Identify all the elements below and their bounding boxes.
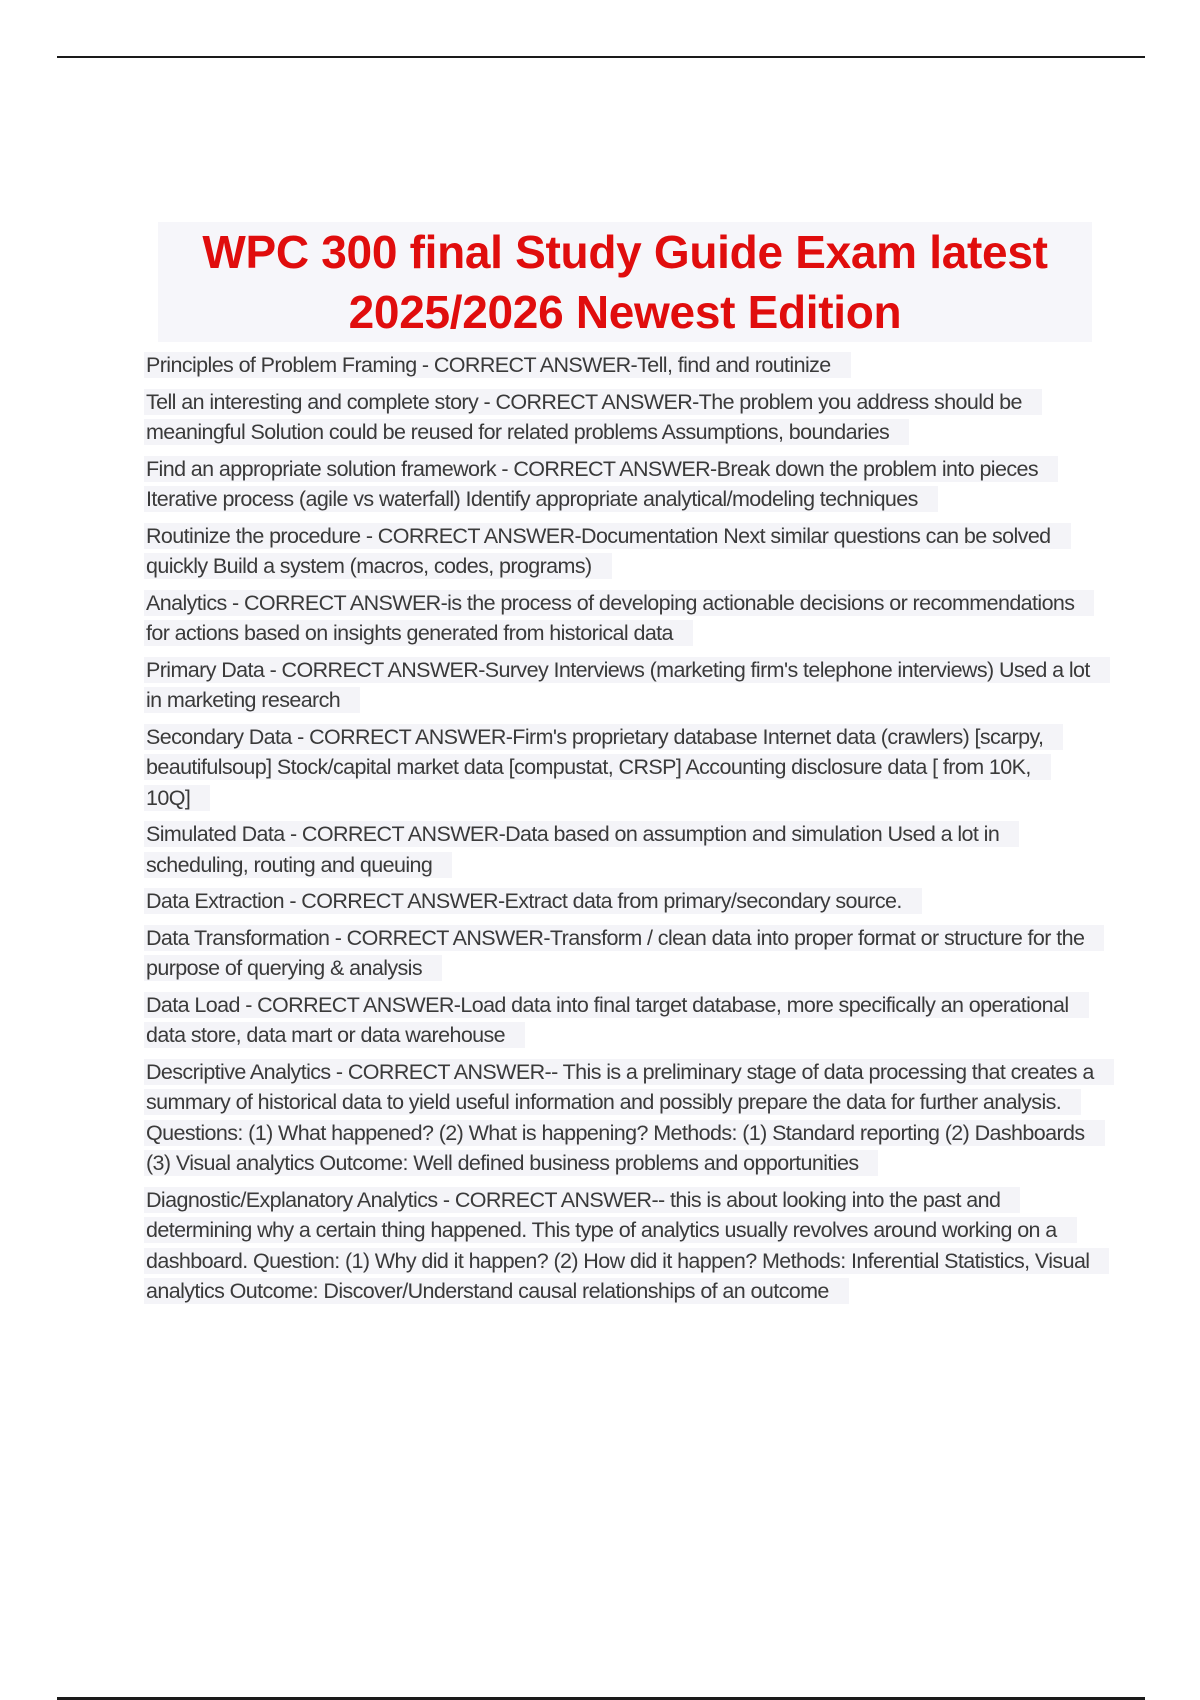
entry-simulated-data xyxy=(144,819,1094,880)
entry-text: Data Extraction - CORRECT ANSWER-Extract data from primary/secondary source. xyxy=(144,888,922,914)
entry-secondary-data xyxy=(144,722,1094,814)
entry-analytics xyxy=(144,588,1094,649)
entry-descriptive-analytics xyxy=(144,1057,1094,1179)
entry-text: Diagnostic/Explanatory Analytics - CORRECT ANSWER-- this is about looking into the past and determining why a certain thing happened. This type of analytics usually revolves around working on a dashboard. Question: (1) Why did it happen? (2) How did it happen? Methods: Inferential Statistics, Visual analytics Outcome: Discover/Understand causal relationships of an outcome xyxy=(144,1187,1109,1305)
entry-text: Principles of Problem Framing - CORRECT ANSWER-Tell, find and routinize xyxy=(144,352,851,378)
entry-tell-a-story xyxy=(144,387,1094,448)
entry-text: Secondary Data - CORRECT ANSWER-Firm's proprietary database Internet data (crawlers) [scarpy, beautifulsoup] Stock/capital market data [compustat, CRSP] Accounting disclosure data [ from 10K, 10Q] xyxy=(144,724,1063,811)
entry-principles-of-problem-framing xyxy=(144,350,1094,381)
entry-primary-data xyxy=(144,655,1094,716)
entry-data-transformation xyxy=(144,923,1094,984)
entry-text: Find an appropriate solution framework - CORRECT ANSWER-Break down the problem into pieces Iterative process (agile vs waterfall) Identify appropriate analytical/modeling techniques xyxy=(144,456,1058,513)
document-title xyxy=(158,222,1092,342)
entry-text: Data Load - CORRECT ANSWER-Load data into final target database, more specifically an operational data store, data mart or data warehouse xyxy=(144,992,1089,1049)
entry-text: Simulated Data - CORRECT ANSWER-Data based on assumption and simulation Used a lot in scheduling, routing and queuing xyxy=(144,821,1019,878)
entry-data-load xyxy=(144,990,1094,1051)
entry-text: Descriptive Analytics - CORRECT ANSWER-- This is a preliminary stage of data processing that creates a summary of historical data to yield useful information and possibly prepare the data for further analysis. Questions: (1) What happened? (2) What is happening? Methods: (1) Standard reporting (2) Dashboards (3) Visual analytics Outcome: Well defined business problems and opportunities xyxy=(144,1059,1114,1177)
header-rule xyxy=(57,56,1145,58)
entry-text: Routinize the procedure - CORRECT ANSWER-Documentation Next similar questions can be solved quickly Build a system (macros, codes, programs) xyxy=(144,523,1071,580)
study-guide-entries xyxy=(144,350,1094,1313)
entry-text: Tell an interesting and complete story - CORRECT ANSWER-The problem you address should be meaningful Solution could be reused for related problems Assumptions, boundaries xyxy=(144,389,1042,446)
entry-text: Primary Data - CORRECT ANSWER-Survey Interviews (marketing firm's telephone interviews) Used a lot in marketing research xyxy=(144,657,1110,714)
entry-find-solution-framework xyxy=(144,454,1094,515)
title-line-1: WPC 300 final Study Guide Exam latest xyxy=(202,226,1048,278)
entry-text: Data Transformation - CORRECT ANSWER-Transform / clean data into proper format or structure for the purpose of querying & analysis xyxy=(144,925,1104,982)
entry-routinize-procedure xyxy=(144,521,1094,582)
entry-data-extraction xyxy=(144,886,1094,917)
entry-text: Analytics - CORRECT ANSWER-is the process of developing actionable decisions or recommendations for actions based on insights generated from historical data xyxy=(144,590,1094,647)
title-line-2: 2025/2026 Newest Edition xyxy=(348,286,902,338)
entry-diagnostic-analytics xyxy=(144,1185,1094,1307)
